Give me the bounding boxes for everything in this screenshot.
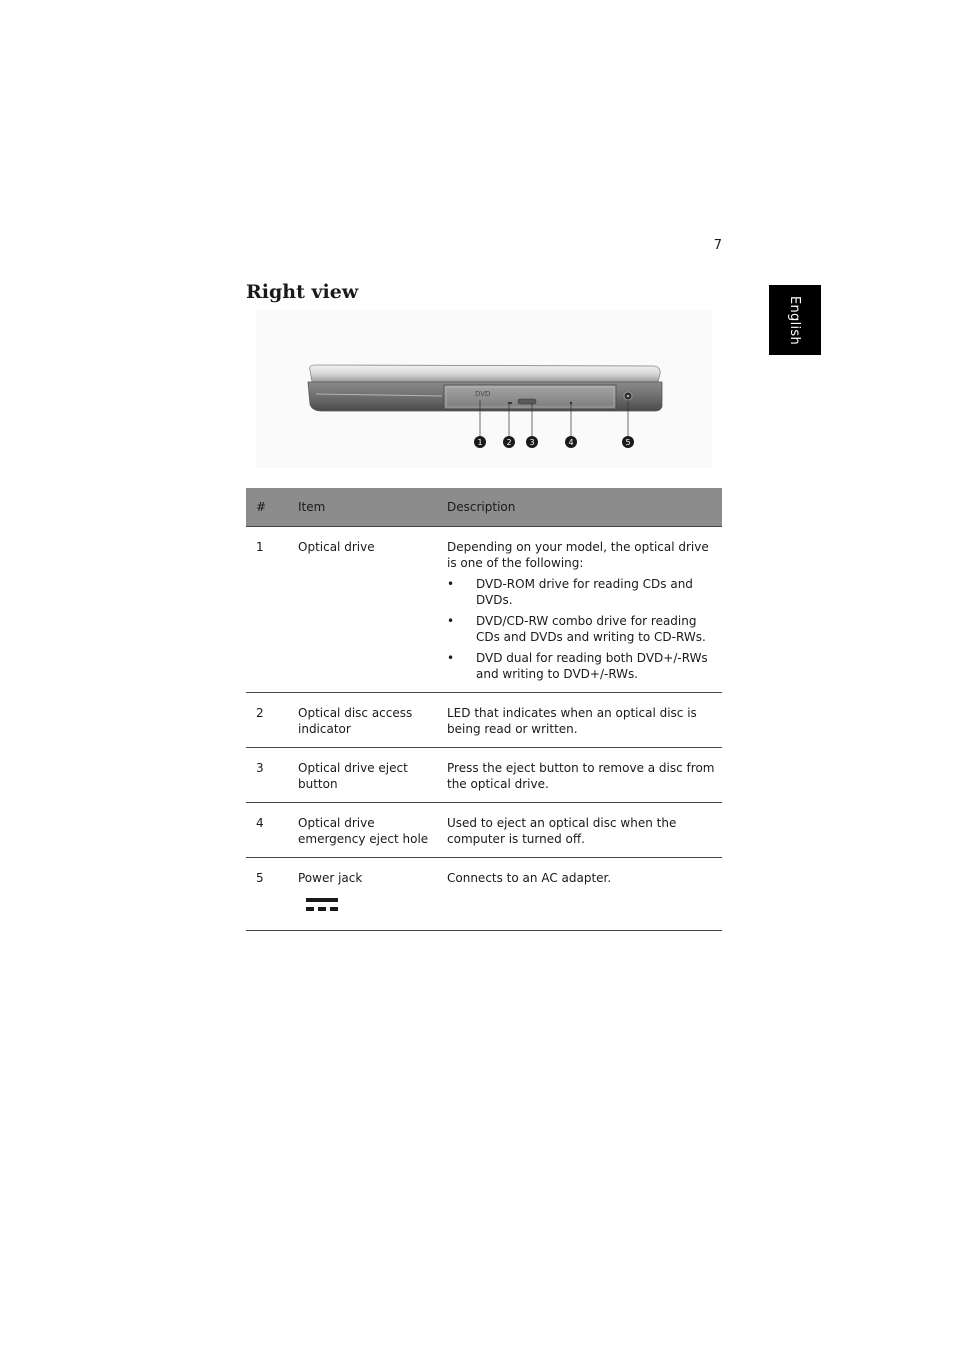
laptop-right-view-figure [256, 310, 712, 468]
language-tab [769, 285, 821, 355]
table-row [246, 803, 722, 858]
list-item-text: DVD/CD-RW combo drive for reading CDs and DVDs and writing to CD-RWs. [476, 614, 706, 644]
drive-types-list [447, 576, 716, 682]
row-item: Power jack [298, 871, 363, 885]
table-row [246, 748, 722, 803]
callout-1 [474, 436, 486, 448]
list-item-text: DVD-ROM drive for reading CDs and DVDs. [476, 577, 693, 607]
row-description: Used to eject an optical disc when the computer is turned off. [437, 803, 722, 858]
callout-3-label: 3 [529, 438, 535, 447]
row-description: LED that indicates when an optical disc is being read or written. [437, 693, 722, 748]
laptop-right-view-illustration [256, 310, 712, 468]
row-item: Optical disc access indicator [288, 693, 437, 748]
table-row [246, 858, 722, 931]
right-view-spec-table [246, 488, 722, 931]
callout-3 [526, 436, 538, 448]
callout-1-label: 1 [477, 438, 483, 447]
bullet-dot: • [447, 577, 455, 591]
row-num: 1 [246, 527, 288, 693]
header-description: Description [437, 488, 722, 527]
callout-4-label: 4 [568, 438, 574, 447]
language-tab-label: English [787, 295, 803, 345]
list-item [447, 650, 716, 682]
page-number: 7 [713, 238, 722, 253]
row-item: Optical drive emergency eject hole [288, 803, 437, 858]
callout-4 [565, 436, 577, 448]
list-item [447, 613, 716, 645]
svg-text:DVD: DVD [475, 390, 491, 398]
row-description [437, 527, 722, 693]
list-item-text: DVD dual for reading both DVD+/-RWs and writing to DVD+/-RWs. [476, 651, 708, 681]
row-description: Connects to an AC adapter. [437, 858, 722, 931]
row-item: Optical drive [288, 527, 437, 693]
row-num: 4 [246, 803, 288, 858]
callout-2 [503, 436, 515, 448]
table-header-row [246, 488, 722, 527]
section-title: Right view [246, 281, 359, 303]
callout-2-label: 2 [506, 438, 512, 447]
header-num: # [246, 488, 288, 527]
bullet-dot: • [447, 614, 455, 628]
row-num: 5 [246, 858, 288, 931]
description-intro: Depending on your model, the optical drive is one of the following: [447, 540, 709, 570]
list-item [447, 576, 716, 608]
row-description: Press the eject button to remove a disc from the optical drive. [437, 748, 722, 803]
table-row [246, 527, 722, 693]
row-item: Optical drive eject button [288, 748, 437, 803]
callout-5-label: 5 [625, 438, 631, 447]
row-num: 2 [246, 693, 288, 748]
bullet-dot: • [447, 651, 455, 665]
header-item: Item [288, 488, 437, 527]
row-num: 3 [246, 748, 288, 803]
row-item-cell [288, 858, 437, 931]
table-row [246, 693, 722, 748]
dc-power-icon [306, 896, 338, 914]
callout-5 [622, 436, 634, 448]
